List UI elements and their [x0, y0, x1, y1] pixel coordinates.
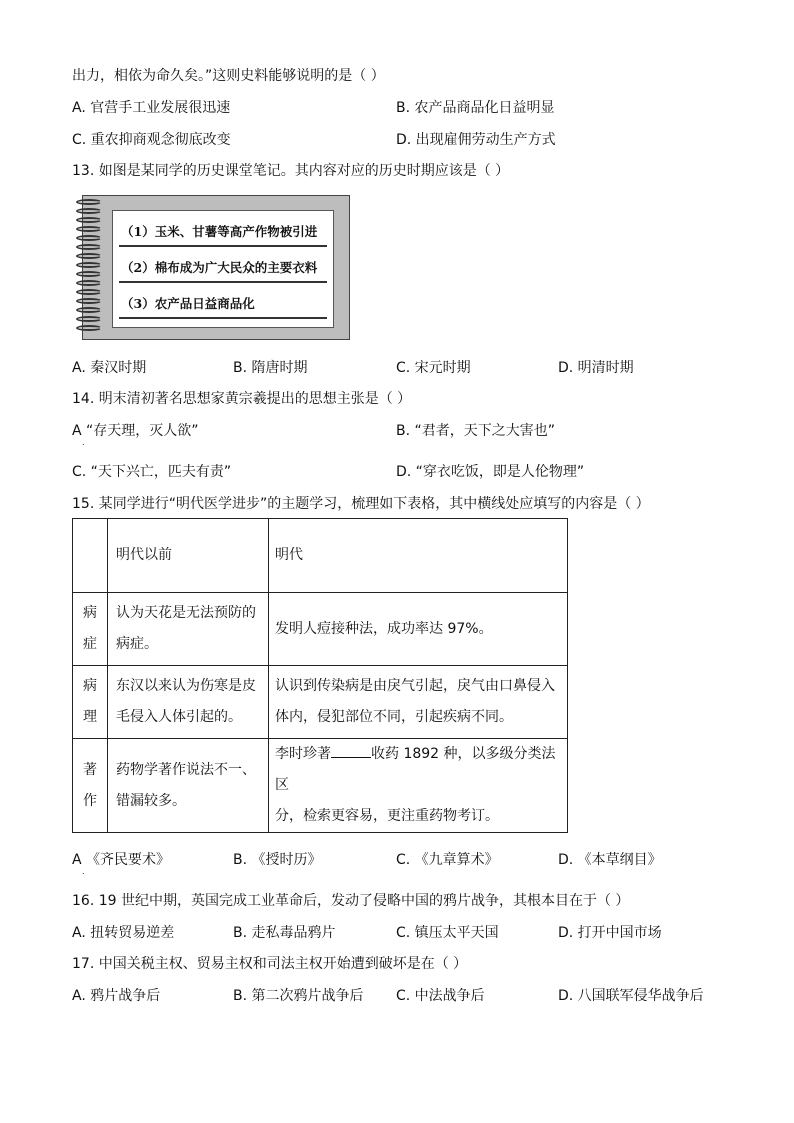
q12-option-a: A. 官营手工业发展很迅速	[72, 100, 231, 116]
q16-option-d: D. 打开中国市场	[558, 925, 662, 941]
q14-stem: 14. 明末清初著名思想家黄宗羲提出的思想主张是（ ）	[72, 391, 412, 407]
q17-option-a: A. 鸦片战争后	[72, 988, 161, 1004]
q16-option-c: C. 镇压太平天国	[396, 925, 499, 941]
q17-option-b: B. 第二次鸦片战争后	[233, 988, 364, 1004]
table-header-blank	[73, 519, 108, 593]
q13-option-b: B. 隋唐时期	[233, 360, 308, 376]
q15-option-c: C. 《九章算术》	[396, 852, 499, 868]
q13-stem: 13. 如图是某同学的历史课堂笔记。其内容对应的历史时期应该是（ ）	[72, 163, 510, 179]
row-ming: 发明人痘接种法，成功率达 97%。	[269, 593, 568, 666]
q14-option-c: C. “天下兴亡，匹夫有责”	[72, 464, 232, 480]
q15-option-b: B. 《授时历》	[233, 852, 322, 868]
q17-option-d: D. 八国联军侵华战争后	[558, 988, 704, 1004]
row-before: 认为天花是无法预防的 病症。	[108, 593, 269, 666]
q13-option-a: A. 秦汉时期	[72, 360, 147, 376]
q14-option-b: B. “君者，天下之大害也”	[396, 423, 556, 439]
table-row	[73, 666, 568, 739]
note-line-3: （3）农产品日益商品化	[119, 291, 327, 319]
row-label: 病 症	[73, 593, 108, 666]
table-row	[73, 739, 568, 833]
q15-stem: 15. 某同学进行“明代医学进步”的主题学习，梳理如下表格，其中横线处应填写的内容是（ ）	[72, 496, 650, 512]
row-label: 著 作	[73, 739, 108, 833]
q13-option-c: C. 宋元时期	[396, 360, 471, 376]
notebook-page	[112, 210, 334, 328]
table-row	[73, 593, 568, 666]
fill-in-blank	[331, 743, 371, 758]
row-ming: 认识到传染病是由戾气引起，戾气由口鼻侵入 体内，侵犯部位不同，引起疾病不同。	[269, 666, 568, 739]
q17-stem: 17. 中国关税主权、贸易主权和司法主权开始遭到破坏是在（ ）	[72, 956, 468, 972]
notebook-figure	[76, 195, 350, 340]
q12-option-d: D. 出现雇佣劳动生产方式	[396, 132, 556, 148]
q17-option-c: C. 中法战争后	[396, 988, 485, 1004]
q12-option-b: B. 农产品商品化日益明显	[396, 100, 555, 116]
q16-option-b: B. 走私毒品鸦片	[233, 925, 336, 941]
q14-option-d: D. “穿衣吃饭，即是人伦物理”	[396, 464, 585, 480]
note-line-2: （2）棉布成为广大民众的主要衣料	[119, 255, 327, 283]
dot-mark: .	[82, 438, 85, 447]
q15-option-a: A 《齐民要术》	[72, 852, 171, 868]
dot-mark: .	[82, 867, 85, 876]
q15-option-d: D. 《本草纲目》	[558, 852, 662, 868]
q13-option-d: D. 明清时期	[558, 360, 634, 376]
row-before: 药物学著作说法不一、 错漏较多。	[108, 739, 269, 833]
medicine-table	[72, 518, 568, 833]
note-line-1: （1）玉米、甘薯等高产作物被引进	[119, 219, 327, 247]
table-header-ming: 明代	[269, 519, 568, 593]
q12-option-c: C. 重农抑商观念彻底改变	[72, 132, 231, 148]
q14-option-a: A “存天理，灭人欲”	[72, 423, 199, 439]
row-ming: 李时珍著 收药 1892 种，以多级分类法区 分，检索更容易，更注重药物考订。	[269, 739, 568, 833]
row-before: 东汉以来认为伤寒是皮 毛侵入人体引起的。	[108, 666, 269, 739]
table-header-before: 明代以前	[108, 519, 269, 593]
q12-stem-tail: 出力，相依为命久矣。”这则史料能够说明的是（ ）	[72, 68, 385, 84]
table-header-row	[73, 519, 568, 593]
q16-stem: 16. 19 世纪中期，英国完成工业革命后，发动了侵略中国的鸦片战争，其根本目在于（ ）	[72, 893, 630, 909]
q16-option-a: A. 扭转贸易逆差	[72, 925, 175, 941]
row-label: 病 理	[73, 666, 108, 739]
